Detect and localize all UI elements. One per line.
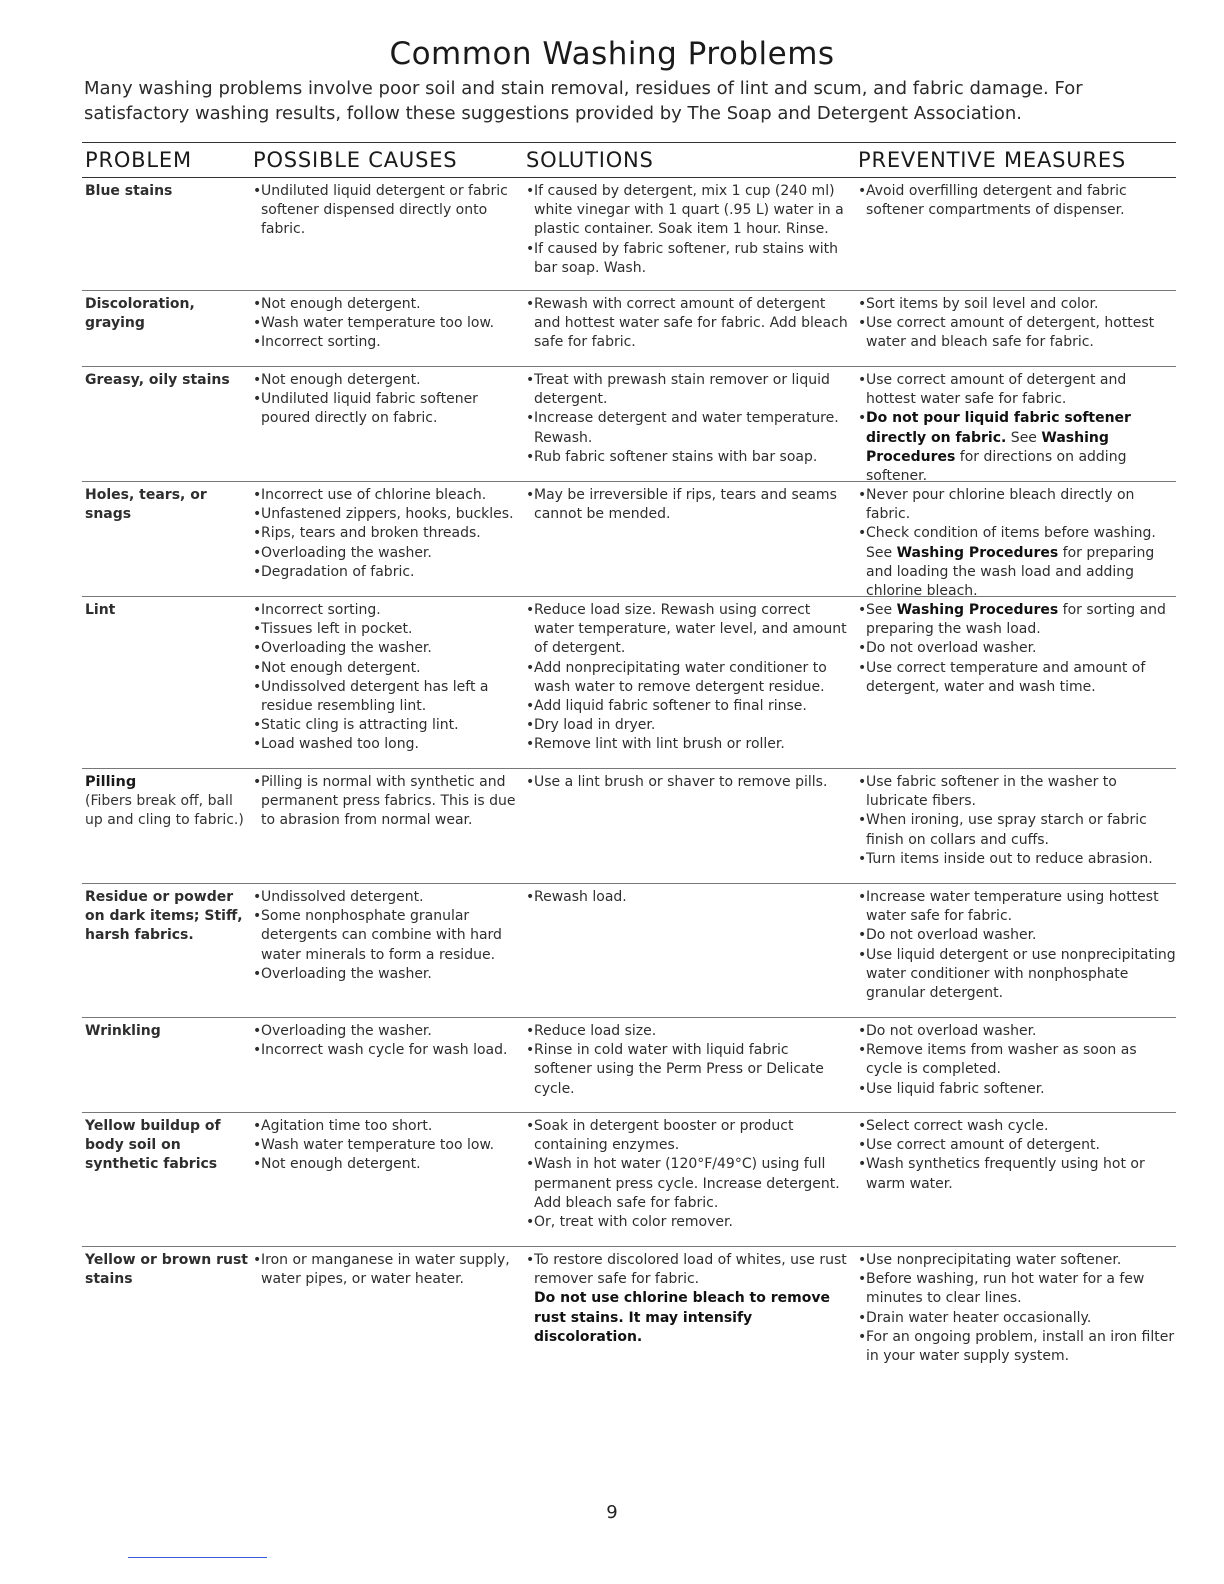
table-row <box>82 597 1176 769</box>
washing-procedures-reference: Washing Procedures <box>896 544 1059 561</box>
measure-warning: Do not pour liquid fabric softener directly on fabric. <box>866 410 1131 446</box>
measure-item: • Use liquid fabric softener. <box>858 1080 1176 1099</box>
cause-item: • Incorrect wash cycle for wash load. <box>253 1041 518 1060</box>
table-row <box>82 367 1176 485</box>
measure-item: • Wash synthetics frequently using hot or warm water. <box>858 1155 1176 1193</box>
solution-item: • Soak in detergent booster or product containing enzymes. <box>526 1117 850 1155</box>
table-row <box>82 1113 1176 1247</box>
solution-item: • Add nonprecipitating water conditioner to wash water to remove detergent residue. <box>526 659 850 697</box>
cause-item: • Tissues left in pocket. <box>253 620 518 639</box>
measure-item: • Never pour chlorine bleach directly on fabric. <box>858 486 1176 524</box>
page-number: 9 <box>606 1502 618 1523</box>
measure-text: for preparing and loading the wash load and adding chlorine bleach. <box>866 544 1155 600</box>
measure-item: • Use correct amount of detergent. <box>858 1136 1176 1155</box>
measure-item: • Use correct temperature and amount of detergent, water and wash time. <box>858 659 1176 697</box>
measure-item: • Do not overload washer. <box>858 1022 1176 1041</box>
problems-table <box>82 142 1176 1377</box>
page-title: Common Washing Problems <box>389 36 835 72</box>
table-row <box>82 884 1176 1018</box>
measure-item: • Use correct amount of detergent, hottest water and bleach safe for fabric. <box>858 314 1176 352</box>
problem-cell: Residue or powder on dark items; Stiff, harsh fabrics. <box>85 889 243 944</box>
problem-cell <box>82 773 253 883</box>
cause-item: • Static cling is attracting lint. <box>253 716 518 735</box>
measure-item: • Turn items inside out to reduce abrasion. <box>858 850 1176 869</box>
table-row <box>82 482 1176 600</box>
cause-item: • Load washed too long. <box>253 735 518 754</box>
solution-item: • Use a lint brush or shaver to remove pills. <box>526 773 850 792</box>
measure-item <box>858 409 1176 486</box>
measure-text: Check condition of items before washing. See <box>866 525 1156 561</box>
cause-item: • Degradation of fabric. <box>253 563 518 582</box>
measure-item: • Avoid overfilling detergent and fabric softener compartments of dispenser. <box>858 182 1176 220</box>
measure-see-text: See <box>1006 429 1042 446</box>
cause-item: • Unfastened zippers, hooks, buckles. <box>253 505 518 524</box>
header-problem: PROBLEM <box>85 148 192 172</box>
cause-item: • Overloading the washer. <box>253 544 518 563</box>
problem-cell: Discoloration, graying <box>85 296 195 332</box>
footer-rule <box>128 1557 267 1558</box>
problem-cell: Yellow buildup of body soil on synthetic fabrics <box>85 1118 221 1173</box>
problem-cell: Greasy, oily stains <box>85 372 230 388</box>
solution-item: • Treat with prewash stain remover or liquid detergent. <box>526 371 850 409</box>
measure-item <box>858 524 1176 601</box>
intro-paragraph: Many washing problems involve poor soil and stain removal, residues of lint and scum, and fabric damage. For satisfactory washing results, follow these suggestions provided by The Soap and Detergent Association. <box>84 78 1083 124</box>
cause-item: • Not enough detergent. <box>253 1155 518 1174</box>
problem-cell: Wrinkling <box>85 1023 161 1039</box>
measure-text: for directions on adding softener. <box>866 448 1127 485</box>
cause-item: • Iron or manganese in water supply, water pipes, or water heater. <box>253 1251 518 1289</box>
header-solutions: SOLUTIONS <box>526 148 654 172</box>
solution-item: • Reduce load size. Rewash using correct water temperature, water level, and amount of detergent. <box>526 601 850 659</box>
solution-item: • If caused by fabric softener, rub stains with bar soap. Wash. <box>526 240 850 278</box>
solution-item: • Increase detergent and water temperature. Rewash. <box>526 409 850 447</box>
solution-item: • Rewash load. <box>526 888 850 907</box>
problem-cell: Blue stains <box>85 183 173 199</box>
measure-item: • Before washing, run hot water for a few minutes to clear lines. <box>858 1270 1176 1308</box>
measure-item: • Use fabric softener in the washer to lubricate fibers. <box>858 773 1176 811</box>
measure-item: • Select correct wash cycle. <box>858 1117 1176 1136</box>
measure-item: • Use correct amount of detergent and hottest water safe for fabric. <box>858 371 1176 409</box>
solution-item: • Dry load in dryer. <box>526 716 850 735</box>
measure-item: • For an ongoing problem, install an iron filter in your water supply system. <box>858 1328 1176 1366</box>
washing-procedures-reference: Washing Procedures <box>896 602 1059 618</box>
header-possible-causes: POSSIBLE CAUSES <box>253 148 458 172</box>
measure-text: See <box>866 602 897 618</box>
table-row <box>82 291 1176 367</box>
problem-cell: Yellow or brown rust stains <box>85 1252 248 1288</box>
solution-item: • Reduce load size. <box>526 1022 850 1041</box>
cause-item: • Incorrect sorting. <box>253 601 518 620</box>
table-row <box>82 1018 1176 1113</box>
cause-item: • Not enough detergent. <box>253 371 518 390</box>
cause-item: • Undiluted liquid fabric softener poured directly on fabric. <box>253 390 518 428</box>
cause-item: • Agitation time too short. <box>253 1117 518 1136</box>
solution-item: • Rewash with correct amount of detergent and hottest water safe for fabric. Add bleach safe for fabric. <box>526 295 850 353</box>
measure-item: • Use nonprecipitating water softener. <box>858 1251 1176 1270</box>
solution-warning: Do not use chlorine bleach to remove rust stains. It may intensify discoloration. <box>534 1290 830 1345</box>
measure-item: • Do not overload washer. <box>858 926 1176 945</box>
header-preventive-measures: PREVENTIVE MEASURES <box>858 148 1127 172</box>
cause-item: • Overloading the washer. <box>253 965 518 984</box>
cause-item: • Undissolved detergent has left a residue resembling lint. <box>253 678 518 716</box>
table-header <box>82 142 1176 178</box>
measure-item: • Do not overload washer. <box>858 639 1176 658</box>
cause-item: • Pilling is normal with synthetic and permanent press fabrics. This is due to abrasion from normal wear. <box>253 773 518 831</box>
measure-item: • When ironing, use spray starch or fabric finish on collars and cuffs. <box>858 811 1176 849</box>
table-row <box>82 1247 1176 1377</box>
cause-item: • Not enough detergent. <box>253 295 518 314</box>
cause-item: • Incorrect sorting. <box>253 333 518 352</box>
problem-cell: Holes, tears, or snags <box>85 487 207 523</box>
measure-item: • Sort items by soil level and color. <box>858 295 1176 314</box>
solution-item: • If caused by detergent, mix 1 cup (240 ml) white vinegar with 1 quart (.95 L) water in a plastic container. Soak item 1 hour. Rinse. <box>526 182 850 240</box>
solution-item: • Rub fabric softener stains with bar soap. <box>526 448 850 467</box>
problem-subtitle: (Fibers break off, ball up and cling to fabric.) <box>85 793 244 829</box>
solution-item: • Add liquid fabric softener to final rinse. <box>526 697 850 716</box>
solution-item: • Remove lint with lint brush or roller. <box>526 735 850 754</box>
measure-item: • Remove items from washer as soon as cycle is completed. <box>858 1041 1176 1079</box>
measure-item: • Increase water temperature using hottest water safe for fabric. <box>858 888 1176 926</box>
solution-item: • To restore discolored load of whites, use rust remover safe for fabric. <box>526 1251 850 1289</box>
cause-item: • Undiluted liquid detergent or fabric softener dispensed directly onto fabric. <box>253 182 518 240</box>
cause-item: • Some nonphosphate granular detergents can combine with hard water minerals to form a residue. <box>253 907 518 965</box>
washing-procedures-reference: Washing Procedures <box>866 429 1109 465</box>
solution-item: • Rinse in cold water with liquid fabric softener using the Perm Press or Delicate cycle. <box>526 1041 850 1099</box>
cause-item: • Wash water temperature too low. <box>253 1136 518 1155</box>
cause-item: • Not enough detergent. <box>253 659 518 678</box>
table-row <box>82 769 1176 884</box>
cause-item: • Rips, tears and broken threads. <box>253 524 518 543</box>
solution-item: • May be irreversible if rips, tears and seams cannot be mended. <box>526 486 850 524</box>
measure-text: for sorting and preparing the wash load. <box>866 602 1166 638</box>
cause-item: • Wash water temperature too low. <box>253 314 518 333</box>
problem-cell: Lint <box>85 602 116 618</box>
cause-item: • Overloading the washer. <box>253 1022 518 1041</box>
problem-title: Pilling <box>85 774 137 790</box>
solution-item: • Wash in hot water (120°F/49°C) using full permanent press cycle. Increase detergent. Add bleach safe for fabric. <box>526 1155 850 1213</box>
cause-item: • Overloading the washer. <box>253 639 518 658</box>
solution-item: • Or, treat with color remover. <box>526 1213 850 1232</box>
table-row <box>82 178 1176 291</box>
measure-item <box>858 601 1176 639</box>
measure-item: • Drain water heater occasionally. <box>858 1309 1176 1328</box>
cause-item: • Incorrect use of chlorine bleach. <box>253 486 518 505</box>
cause-item: • Undissolved detergent. <box>253 888 518 907</box>
measure-item: • Use liquid detergent or use nonprecipitating water conditioner with nonphosphate granular detergent. <box>858 946 1176 1004</box>
